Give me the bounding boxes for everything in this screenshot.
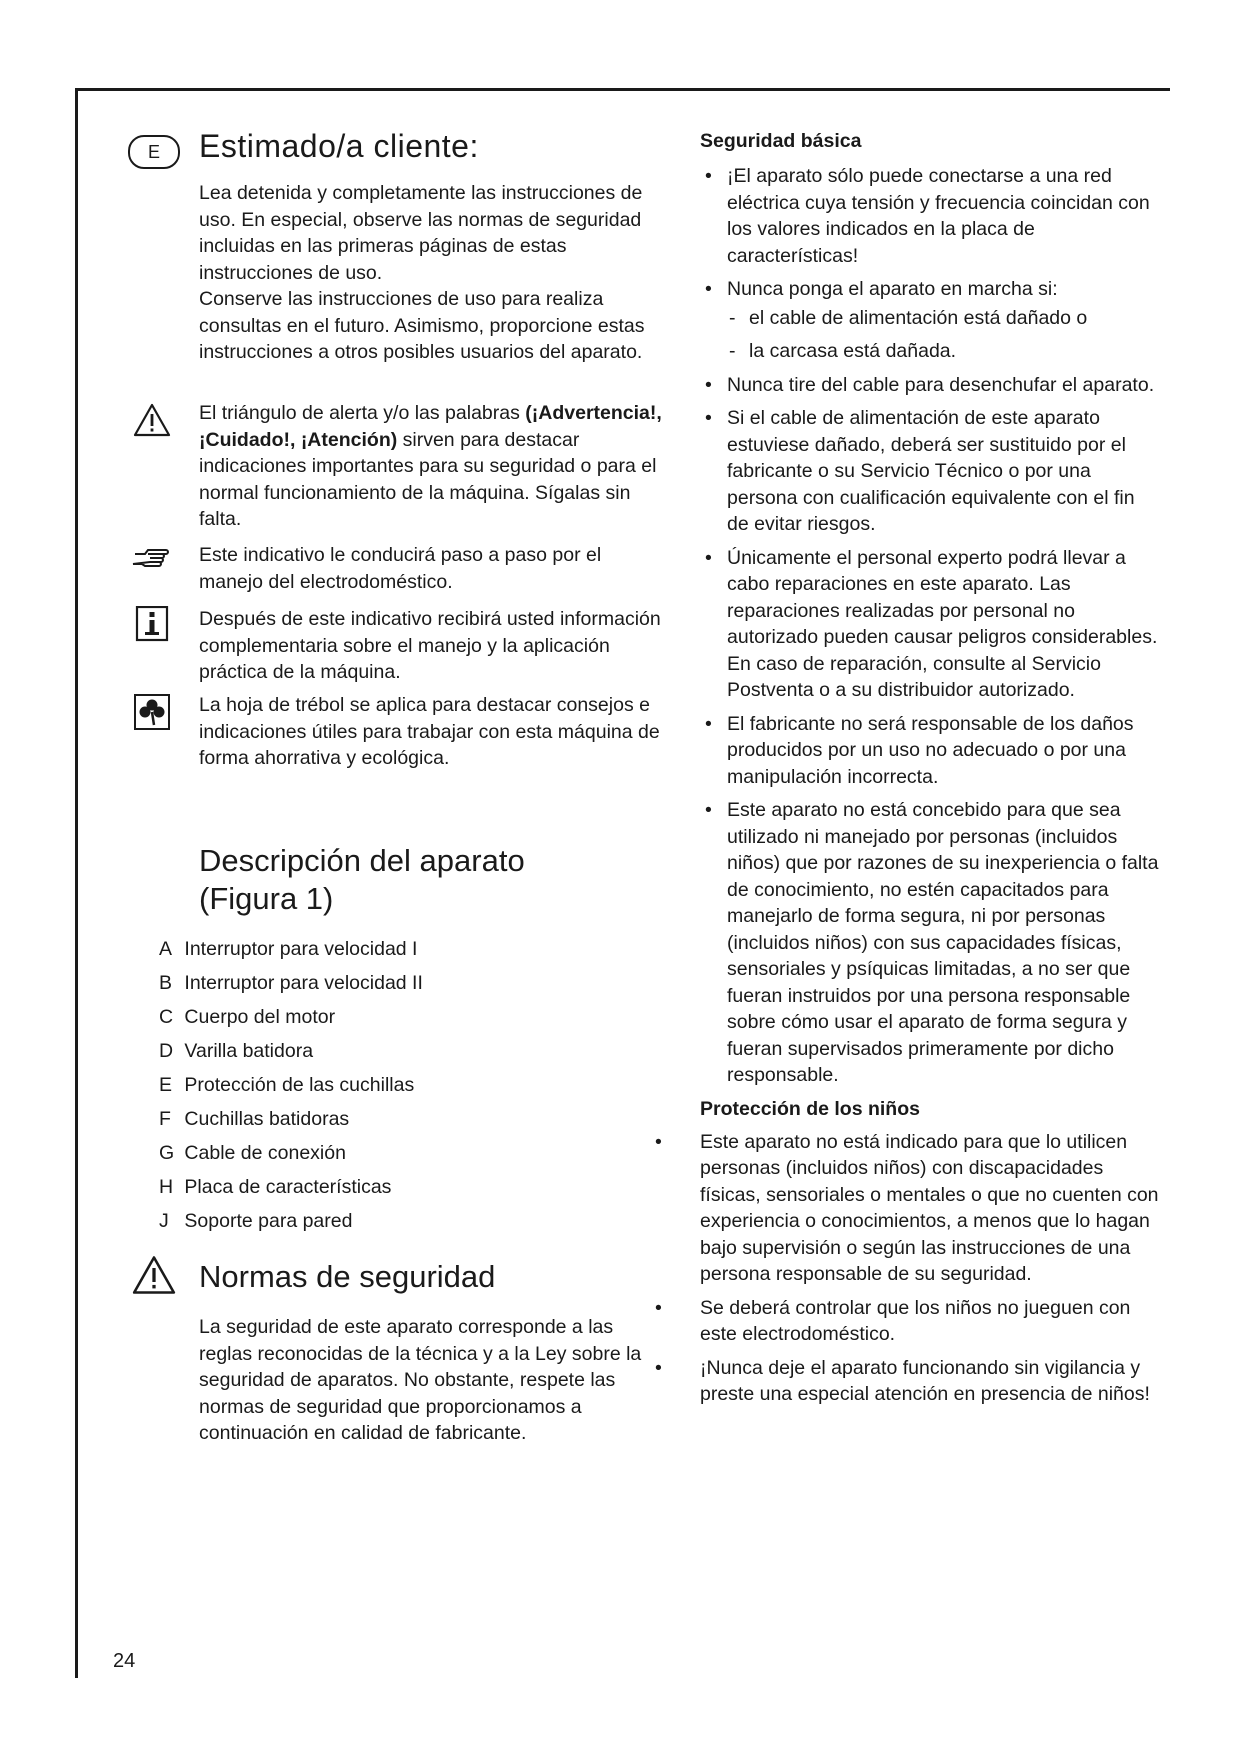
basic-safety-heading: Seguridad básica	[700, 130, 862, 152]
part-item-g: G Cable de conexión	[159, 1142, 346, 1164]
safety-intro	[199, 1314, 669, 1447]
info-note	[199, 606, 669, 686]
part-item-b: B Interruptor para velocidad II	[159, 972, 423, 994]
safety-title: Normas de seguridad	[199, 1259, 496, 1294]
children-item-1: • Este aparato no está indicado para que lo utilicen personas (incluidos niños) con discapacidades físicas, sensoriales o mentales o que no cuenten con experiencia o conocimientos, a menos que lo hagan bajo supervisión o según las instrucciones de una persona responsable de su seguridad.	[655, 1129, 1160, 1288]
children-item-2: • Se deberá controlar que los niños no jueguen con este electrodoméstico.	[655, 1295, 1160, 1348]
intro-title: Estimado/a cliente:	[199, 128, 479, 164]
sub-item-casing-damaged: - la carcasa está dañada.	[727, 338, 1160, 365]
warning-text-post: sirven para destacar indicaciones importantes para su seguridad o para el normal funcionamiento de la máquina. Sígalas sin falta.	[199, 428, 657, 530]
top-rule	[76, 88, 1170, 91]
part-item-d: D Varilla batidora	[159, 1040, 314, 1062]
basic-safety-item-5: • Únicamente el personal experto podrá llevar a cabo reparaciones en este aparato. Las reparaciones realizadas por personal no autorizado pueden causar peligros considerables. En caso de reparación, consulte al Servicio Postventa o a su distribuidor autorizado.	[700, 545, 1160, 704]
step-note	[199, 542, 669, 595]
info-icon	[132, 606, 172, 642]
page-number: 24	[113, 1650, 136, 1672]
description-title-line1: Descripción del aparato	[199, 843, 525, 878]
description-title-line2: (Figura 1)	[199, 881, 334, 916]
children-list	[700, 1129, 1160, 1408]
warning-text-pre: El triángulo de alerta y/o las palabras	[199, 402, 520, 424]
step-note-text: Este indicativo le conducirá paso a paso por el manejo del electrodoméstico.	[199, 544, 602, 593]
basic-safety-item-2-text: Nunca ponga el aparato en marcha si:	[727, 278, 1058, 300]
language-badge: E	[128, 135, 180, 169]
basic-safety-list	[700, 163, 1160, 1089]
basic-safety-item-3: • Nunca tire del cable para desenchufar el aparato.	[700, 372, 1160, 399]
warning-keywords: (¡Advertencia!, ¡Cuidado!, ¡Atención)	[199, 402, 662, 451]
sub-item-cable-damaged: - el cable de alimentación está dañado o	[727, 305, 1160, 332]
part-item-a: A Interruptor para velocidad I	[159, 938, 418, 960]
clover-leaf-icon	[132, 694, 172, 730]
eco-note-text: La hoja de trébol se aplica para destacar consejos e indicaciones útiles para trabajar con esta máquina de forma ahorrativa y ecológica.	[199, 694, 660, 769]
right-column	[700, 128, 1160, 1415]
part-item-j: J Soporte para pared	[159, 1210, 353, 1232]
info-note-text: Después de este indicativo recibirá usted información complementaria sobre el manejo y la aplicación práctica de la máquina.	[199, 608, 661, 683]
basic-safety-sublist	[727, 305, 1160, 365]
part-item-e: E Protección de las cuchillas	[159, 1074, 415, 1096]
intro-paragraph-2: Conserve las instrucciones de uso para realiza consultas en el futuro. Asimismo, proporcione estas instrucciones a otros posibles usuarios del aparato.	[199, 288, 645, 363]
part-item-c: C Cuerpo del motor	[159, 1006, 336, 1028]
eco-note	[199, 692, 669, 772]
parts-list	[159, 936, 659, 1242]
basic-safety-item-2	[700, 276, 1160, 365]
basic-safety-item-1: • ¡El aparato sólo puede conectarse a una red eléctrica cuya tensión y frecuencia coincidan con los valores indicados en la placa de características!	[700, 163, 1160, 269]
left-rule	[75, 88, 78, 1678]
part-item-f: F Cuchillas batidoras	[159, 1108, 350, 1130]
intro-text	[199, 180, 669, 366]
warning-note	[199, 400, 669, 533]
basic-safety-item-6: • El fabricante no será responsable de los daños producidos por un uso no adecuado o por una manipulación incorrecta.	[700, 711, 1160, 791]
warning-triangle-icon	[132, 402, 172, 438]
intro-paragraph-1: Lea detenida y completamente las instrucciones de uso. En especial, observe las normas de seguridad incluidas en las primeras páginas de estas instrucciones de uso.	[199, 182, 643, 284]
children-heading: Protección de los niños	[700, 1097, 920, 1120]
basic-safety-item-4: • Si el cable de alimentación de este aparato estuviese dañado, deberá ser sustituido por el fabricante o su Servicio Técnico o por una persona con cualificación equivalente con el fin de evitar riesgos.	[700, 405, 1160, 538]
safety-intro-text: La seguridad de este aparato corresponde a las reglas reconocidas de la técnica y a la Ley sobre la seguridad de aparatos. No obstante, respete las normas de seguridad que proporcionamos a continuación en calidad de fabricante.	[199, 1316, 642, 1444]
part-item-h: H Placa de características	[159, 1176, 392, 1198]
basic-safety-item-7: • Este aparato no está concebido para que sea utilizado ni manejado por personas (incluidos niños) que por razones de su inexperiencia o falta de conocimiento, no estén capacitados para manejarlo de forma segura, ni por personas (incluidos niños) con sus capacidades físicas, sensoriales y psíquicas limitadas, a no ser que fueran instruidos por una persona responsable sobre cómo usar el aparato de forma segura y fueran supervisados primeramente por dicho responsable.	[700, 797, 1160, 1089]
pointing-hand-icon	[132, 542, 172, 578]
children-item-3: • ¡Nunca deje el aparato funcionando sin vigilancia y preste una especial atención en presencia de niños!	[655, 1355, 1160, 1408]
description-title	[199, 842, 525, 918]
safety-warning-triangle-icon	[130, 1254, 178, 1296]
